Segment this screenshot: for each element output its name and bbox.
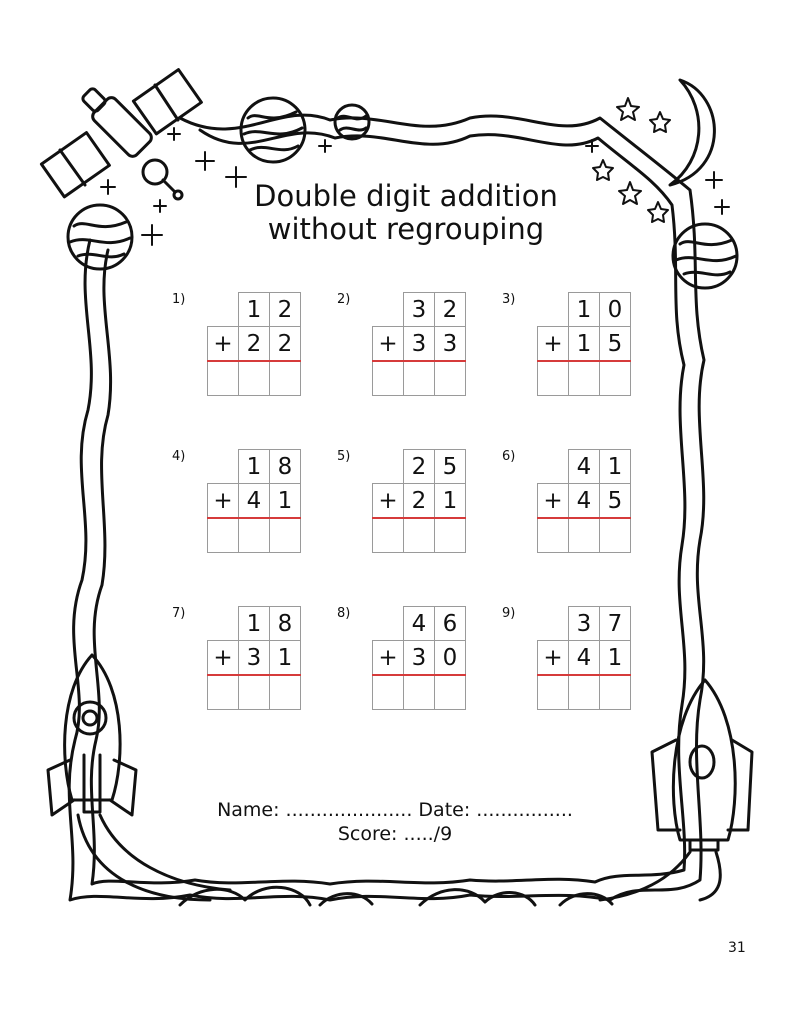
answer-row (208, 518, 301, 553)
ones-digit: 0 (600, 293, 631, 327)
page-number: 31 (728, 940, 746, 956)
empty-cell (538, 293, 569, 327)
addend-row-bottom (538, 641, 631, 676)
name-date-line[interactable]: Name: ..................... Date: ................ (217, 799, 573, 821)
problem-grid (537, 449, 631, 553)
tens-digit: 3 (404, 327, 435, 362)
answer-cell[interactable] (538, 675, 569, 710)
answer-row (208, 675, 301, 710)
answer-cell[interactable] (569, 361, 600, 396)
ones-digit: 5 (600, 327, 631, 362)
addition-problem (172, 606, 342, 726)
answer-cell[interactable] (239, 518, 270, 553)
page-title (200, 180, 612, 246)
tens-digit: 2 (239, 327, 270, 362)
empty-cell (538, 607, 569, 641)
tens-digit: 4 (239, 484, 270, 519)
answer-cell[interactable] (435, 361, 466, 396)
score-line[interactable]: Score: ...../9 (337, 823, 453, 845)
answer-cell[interactable] (373, 675, 404, 710)
answer-cell[interactable] (270, 518, 301, 553)
answer-cell[interactable] (208, 518, 239, 553)
answer-row (538, 675, 631, 710)
answer-cell[interactable] (600, 518, 631, 553)
problem-grid (537, 292, 631, 396)
answer-cell[interactable] (435, 518, 466, 553)
answer-cell[interactable] (569, 518, 600, 553)
plus-sign: + (373, 484, 404, 519)
answer-cell[interactable] (435, 675, 466, 710)
addend-row-top (208, 293, 301, 327)
problem-grid (207, 606, 301, 710)
answer-cell[interactable] (600, 361, 631, 396)
addend-row-top (538, 450, 631, 484)
problem-number: 6) (502, 449, 516, 464)
problem-number: 2) (337, 292, 351, 307)
answer-cell[interactable] (538, 361, 569, 396)
answer-row (373, 361, 466, 396)
tens-digit: 2 (404, 450, 435, 484)
addend-row-bottom (373, 327, 466, 362)
tens-digit: 3 (569, 607, 600, 641)
plus-sign: + (208, 641, 239, 676)
ones-digit: 2 (270, 327, 301, 362)
addend-row-bottom (538, 484, 631, 519)
tens-digit: 1 (239, 607, 270, 641)
answer-row (538, 361, 631, 396)
addition-problem (337, 606, 507, 726)
tens-digit: 1 (569, 327, 600, 362)
answer-cell[interactable] (373, 361, 404, 396)
problem-grid (372, 606, 466, 710)
ones-digit: 1 (270, 484, 301, 519)
problem-number: 9) (502, 606, 516, 621)
addend-row-top (373, 607, 466, 641)
empty-cell (373, 607, 404, 641)
plus-sign: + (538, 484, 569, 519)
ones-digit: 1 (600, 450, 631, 484)
answer-cell[interactable] (239, 361, 270, 396)
answer-cell[interactable] (270, 675, 301, 710)
tens-digit: 4 (569, 484, 600, 519)
addend-row-top (373, 293, 466, 327)
addend-row-bottom (208, 327, 301, 362)
problem-number: 4) (172, 449, 186, 464)
moon-icon (670, 80, 714, 185)
tens-digit: 3 (404, 641, 435, 676)
addend-row-bottom (208, 484, 301, 519)
plus-sign: + (538, 641, 569, 676)
addition-problem (172, 449, 342, 569)
tens-digit: 4 (569, 641, 600, 676)
answer-cell[interactable] (208, 361, 239, 396)
ones-digit: 2 (270, 293, 301, 327)
ones-digit: 5 (600, 484, 631, 519)
plus-sign: + (373, 327, 404, 362)
problem-number: 3) (502, 292, 516, 307)
empty-cell (208, 293, 239, 327)
problem-grid (372, 449, 466, 553)
tens-digit: 1 (569, 293, 600, 327)
addend-row-top (208, 450, 301, 484)
answer-cell[interactable] (569, 675, 600, 710)
ones-digit: 8 (270, 450, 301, 484)
answer-cell[interactable] (373, 518, 404, 553)
problem-grid (207, 292, 301, 396)
problem-grid (537, 606, 631, 710)
tens-digit: 1 (239, 450, 270, 484)
addition-problem (337, 292, 507, 412)
answer-row (538, 518, 631, 553)
answer-cell[interactable] (208, 675, 239, 710)
answer-cell[interactable] (404, 675, 435, 710)
tens-digit: 1 (239, 293, 270, 327)
answer-cell[interactable] (600, 675, 631, 710)
worksheet-footer (150, 798, 640, 846)
empty-cell (538, 450, 569, 484)
addition-problem (502, 606, 672, 726)
problem-number: 7) (172, 606, 186, 621)
addend-row-top (538, 607, 631, 641)
ones-digit: 5 (435, 450, 466, 484)
tens-digit: 3 (404, 293, 435, 327)
planet-icon (241, 98, 305, 162)
planet-icon (68, 205, 132, 269)
problem-number: 5) (337, 449, 351, 464)
ones-digit: 1 (600, 641, 631, 676)
answer-row (373, 518, 466, 553)
tens-digit: 3 (239, 641, 270, 676)
answer-row (208, 361, 301, 396)
answer-cell[interactable] (239, 675, 270, 710)
planet-icon (673, 224, 737, 288)
title-line-1: Double digit addition (254, 179, 558, 213)
answer-cell[interactable] (404, 361, 435, 396)
ones-digit: 2 (435, 293, 466, 327)
plus-sign: + (538, 327, 569, 362)
ones-digit: 6 (435, 607, 466, 641)
plus-sign: + (208, 327, 239, 362)
ones-digit: 7 (600, 607, 631, 641)
empty-cell (208, 607, 239, 641)
ones-digit: 8 (270, 607, 301, 641)
tens-digit: 2 (404, 484, 435, 519)
addend-row-bottom (208, 641, 301, 676)
answer-cell[interactable] (404, 518, 435, 553)
ones-digit: 3 (435, 327, 466, 362)
ones-digit: 1 (270, 641, 301, 676)
addition-problem (172, 292, 342, 412)
problem-grid (207, 449, 301, 553)
ones-digit: 0 (435, 641, 466, 676)
addend-row-top (538, 293, 631, 327)
answer-cell[interactable] (538, 518, 569, 553)
empty-cell (373, 293, 404, 327)
empty-cell (373, 450, 404, 484)
plus-sign: + (208, 484, 239, 519)
addend-row-top (208, 607, 301, 641)
addition-problem (337, 449, 507, 569)
problem-grid (372, 292, 466, 396)
plus-sign: + (373, 641, 404, 676)
tens-digit: 4 (569, 450, 600, 484)
addend-row-bottom (373, 484, 466, 519)
addition-problem (502, 292, 672, 412)
ones-digit: 1 (435, 484, 466, 519)
addend-row-bottom (373, 641, 466, 676)
problem-number: 8) (337, 606, 351, 621)
addend-row-bottom (538, 327, 631, 362)
addend-row-top (373, 450, 466, 484)
title-line-2: without regrouping (267, 212, 545, 246)
problem-number: 1) (172, 292, 186, 307)
addition-problem (502, 449, 672, 569)
tens-digit: 4 (404, 607, 435, 641)
empty-cell (208, 450, 239, 484)
answer-row (373, 675, 466, 710)
planet-icon (335, 105, 369, 139)
answer-cell[interactable] (270, 361, 301, 396)
